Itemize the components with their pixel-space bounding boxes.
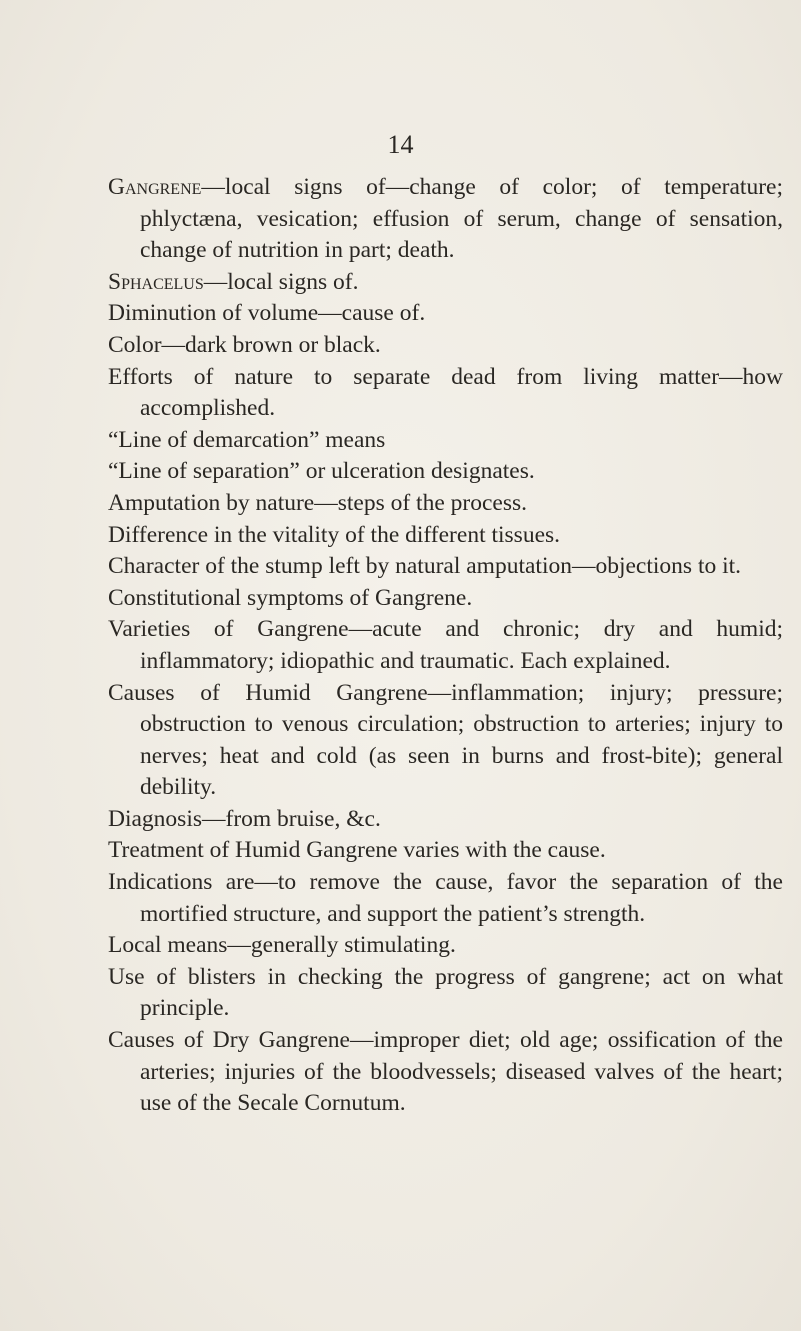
syllabus-entry	[108, 267, 783, 299]
syllabus-entry	[108, 298, 783, 330]
entry-text: Causes of Dry Gangrene—improper diet; old age; ossification of the arteries; injuries of the bloodvessels; diseased valves of the heart; use of the Secale Cornutum.	[108, 1027, 783, 1117]
syllabus-entry	[108, 1025, 783, 1120]
entry-text: Use of blisters in checking the progress of gangrene; act on what principle.	[108, 963, 783, 1022]
entry-text: Indications are—to remove the cause, favor the separation of the mortified structure, and support the patient’s strength.	[108, 869, 783, 927]
syllabus-entry	[108, 804, 783, 836]
entry-text: Constitutional symptoms of Gangrene.	[108, 584, 473, 611]
syllabus-entry	[108, 835, 783, 867]
syllabus-entry	[108, 172, 783, 267]
syllabus-entry	[108, 583, 783, 615]
syllabus-entry	[108, 614, 783, 677]
syllabus-entries	[108, 172, 783, 1120]
entry-text: Varieties of Gangrene—acute and chronic; dry and humid; inflammatory; idiopathic and traumatic. Each explained.	[108, 616, 783, 674]
entry-text: Color—dark brown or black.	[108, 331, 381, 358]
entry-text: Character of the stump left by natural amputation—objections to it.	[108, 553, 742, 580]
entry-text: Local means—generally stimulating.	[108, 932, 456, 959]
entry-text: Efforts of nature to separate dead from living matter—how accomplished.	[108, 363, 783, 422]
entry-text: Diagnosis—from bruise, &c.	[108, 805, 381, 832]
syllabus-entry	[108, 930, 783, 962]
syllabus-entry	[108, 488, 783, 520]
syllabus-entry	[108, 867, 783, 930]
syllabus-entry	[108, 520, 783, 552]
page-number: 14	[387, 130, 414, 159]
entry-text: Difference in the vitality of the different tissues.	[108, 521, 561, 548]
syllabus-entry	[108, 330, 783, 362]
syllabus-entry	[108, 678, 783, 804]
entry-text: Diminution of volume—cause of.	[108, 300, 426, 327]
entry-heading: Gangrene	[108, 174, 202, 200]
syllabus-entry	[108, 962, 783, 1025]
syllabus-entry	[108, 456, 783, 488]
entry-text: “Line of demarcation” means	[108, 426, 386, 453]
syllabus-entry	[108, 551, 783, 583]
syllabus-entry	[108, 362, 783, 425]
entry-text: Treatment of Humid Gangrene varies with the cause.	[108, 837, 606, 864]
syllabus-entry	[108, 425, 783, 457]
entry-text: “Line of separation” or ulceration designates.	[108, 458, 535, 485]
entry-heading: Sphacelus	[108, 268, 204, 295]
entry-text: Amputation by nature—steps of the process.	[108, 489, 527, 516]
entry-text: —local signs of—change of color; of temperature; phlyctæna, vesication; effusion of serum, change of sensation, change of nutrition in part; death.	[140, 174, 783, 264]
entry-text: Causes of Humid Gangrene—inflammation; injury; pressure; obstruction to venous circulation; obstruction to arteries; injury to nerves; heat and cold (as seen in burns and frost-bite); general debility.	[108, 679, 783, 801]
entry-text: —local signs of.	[203, 268, 359, 295]
